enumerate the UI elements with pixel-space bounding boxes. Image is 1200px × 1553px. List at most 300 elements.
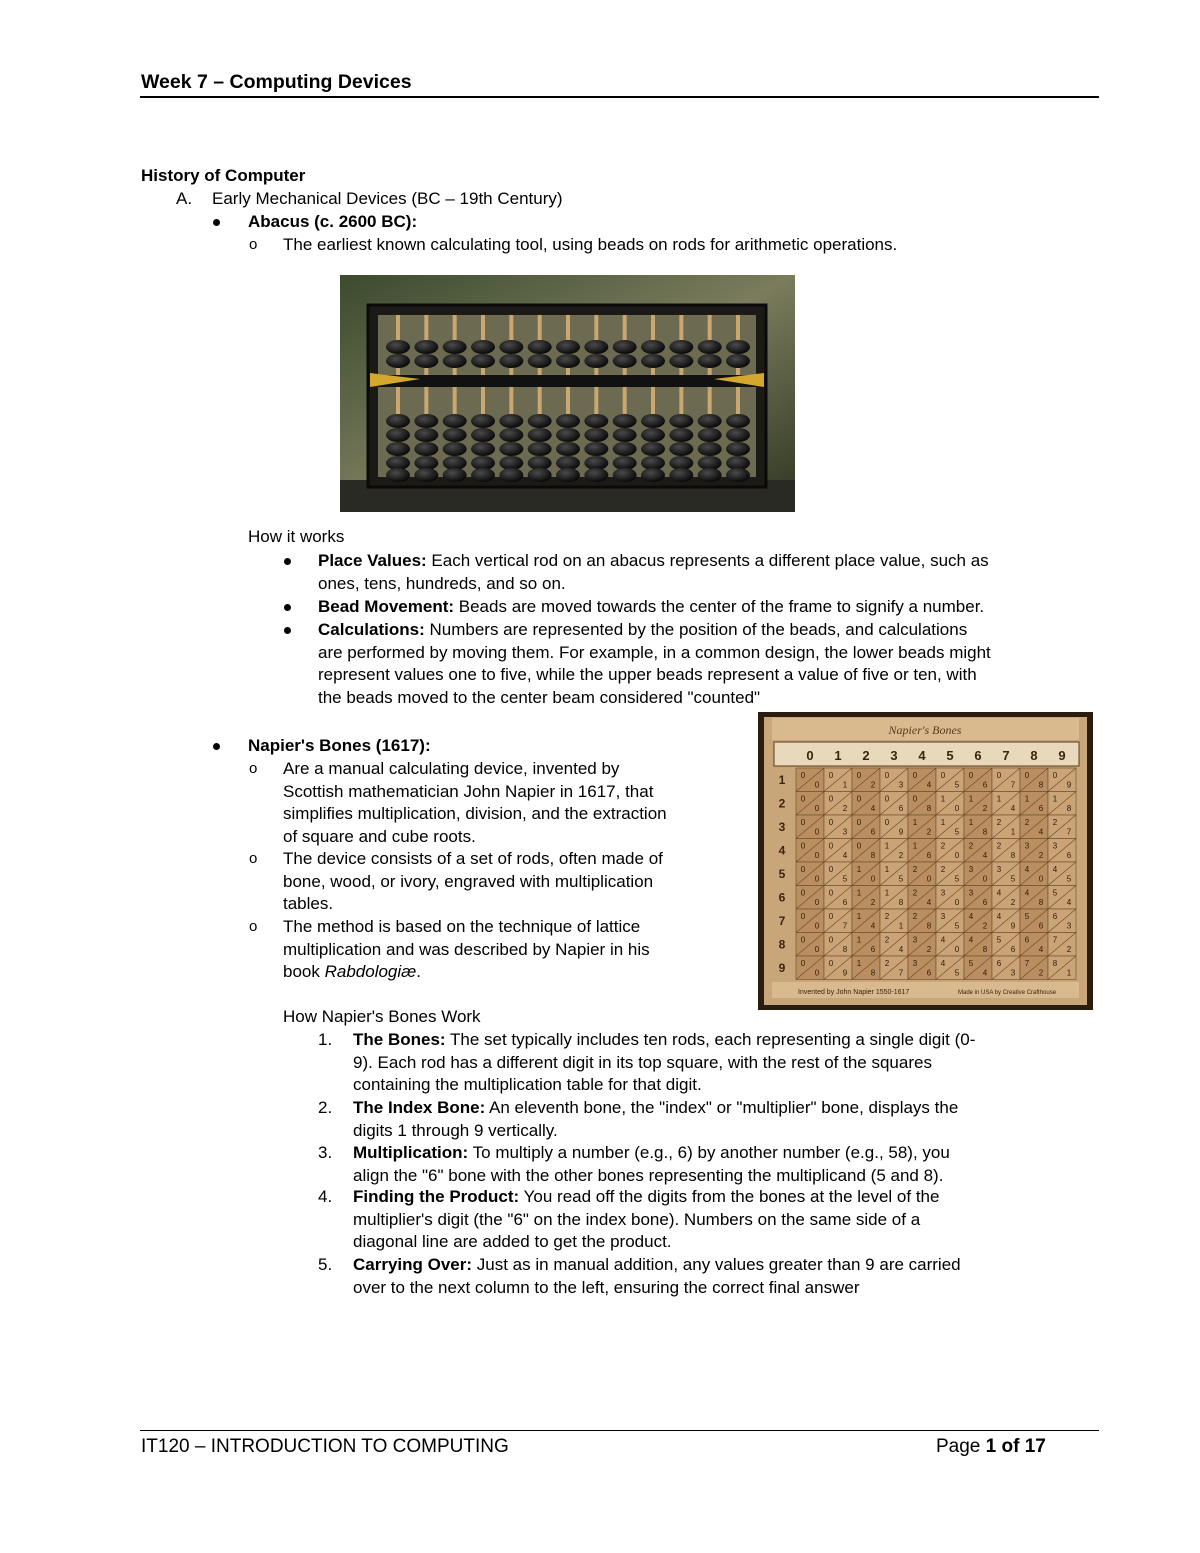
lattice-digit: 8 [898, 898, 904, 907]
abacus-bead [613, 414, 637, 428]
abacus-bead [386, 354, 410, 368]
lattice-digit: 1 [884, 841, 890, 851]
step-text: The set typically includes ten rods, each representing a single digit (0- [449, 1030, 976, 1049]
section-title: History of Computer [141, 166, 306, 185]
abacus-bead [726, 456, 750, 470]
abacus-item-bead-movement [318, 596, 984, 619]
lattice-digit: 2 [940, 841, 946, 851]
abacus-bead [698, 428, 722, 442]
lattice-digit: 5 [954, 874, 960, 884]
abacus-bead [641, 340, 665, 354]
lattice-digit: 0 [814, 898, 820, 907]
abacus-bead [499, 442, 523, 456]
abacus-bead [669, 414, 693, 428]
lattice-digit: 0 [828, 771, 834, 780]
lattice-digit: 7 [1066, 827, 1072, 837]
lattice-digit: 1 [940, 818, 946, 827]
lattice-digit: 1 [884, 865, 890, 874]
point-text: Scottish mathematician John Napier in 1617, that [283, 781, 654, 801]
lattice-digit: 0 [1024, 771, 1030, 780]
lattice-digit: 1 [996, 794, 1002, 804]
index-bone-digit: 7 [778, 914, 786, 928]
point-text: The device consists of a set of rods, often made of [283, 849, 663, 868]
abacus-bead [499, 468, 523, 482]
lattice-digit: 3 [1052, 841, 1058, 851]
abacus-bead [698, 354, 722, 368]
abacus-bead [726, 354, 750, 368]
lattice-digit: 0 [800, 935, 806, 945]
lattice-digit: 2 [1024, 818, 1030, 827]
abacus-bead [386, 442, 410, 456]
bone-top-digit: 4 [918, 748, 926, 763]
lattice-digit: 2 [912, 888, 918, 898]
lattice-digit: 5 [954, 921, 960, 931]
lattice-digit: 1 [1010, 827, 1016, 837]
lattice-digit: 0 [926, 874, 932, 884]
lattice-digit: 1 [856, 865, 862, 874]
abacus-bead [528, 442, 552, 456]
item-label: Bead Movement: [318, 597, 455, 616]
lattice-digit: 0 [828, 794, 834, 804]
lattice-digit: 4 [968, 912, 974, 921]
napier-point [283, 916, 650, 984]
subsection-title: Early Mechanical Devices (BC – 19th Century) [212, 189, 563, 208]
bone-top-digit: 7 [1002, 748, 1010, 763]
abacus-bead [726, 340, 750, 354]
footer-page-number [936, 1436, 1046, 1458]
abacus-how-title: How it works [248, 527, 345, 546]
lattice-digit: 6 [1010, 945, 1016, 954]
abacus-bead [613, 340, 637, 354]
lattice-digit: 2 [940, 865, 946, 874]
napier-heading: Napier's Bones (1617): [248, 736, 431, 755]
lattice-digit: 5 [968, 959, 974, 968]
board-footer-left: Invented by John Napier 1550-1617 [798, 989, 910, 996]
lattice-digit: 0 [814, 874, 820, 884]
abacus-bead [414, 456, 438, 470]
abacus-bead [528, 414, 552, 428]
napier-step [353, 1029, 975, 1097]
abacus-bead [443, 340, 467, 354]
lattice-digit: 0 [884, 818, 890, 827]
abacus-bead [698, 468, 722, 482]
index-bone-digit: 4 [778, 843, 786, 858]
page-header-title: Week 7 – Computing Devices [141, 71, 412, 93]
bone-top-digit: 2 [862, 748, 870, 763]
lattice-digit: 0 [828, 959, 834, 968]
abacus-bead [584, 428, 608, 442]
lattice-digit: 1 [856, 888, 862, 898]
lattice-digit: 7 [898, 968, 904, 978]
lattice-digit: 0 [814, 968, 820, 978]
step-text: To multiply a number (e.g., 6) by another number (e.g., 58), you [472, 1143, 950, 1162]
abacus-bead [386, 428, 410, 442]
lattice-digit: 5 [954, 968, 960, 978]
abacus-bead [386, 414, 410, 428]
page-total: 17 [1024, 1436, 1046, 1457]
bullet-icon [284, 627, 291, 634]
lattice-digit: 4 [968, 935, 974, 945]
item-text: are performed by moving them. For example, in a common design, the lower beads might [318, 642, 991, 662]
lattice-digit: 1 [940, 794, 946, 804]
abacus-bead [528, 354, 552, 368]
abacus-bead [414, 340, 438, 354]
abacus-bead [471, 468, 495, 482]
abacus-bead [641, 468, 665, 482]
lattice-digit: 2 [982, 921, 988, 931]
abacus-bead [499, 428, 523, 442]
abacus-bead [669, 468, 693, 482]
abacus-bead [556, 468, 580, 482]
step-number: 5. [318, 1255, 333, 1274]
abacus-bead [528, 340, 552, 354]
abacus-bead [613, 354, 637, 368]
lattice-digit: 3 [1010, 968, 1016, 978]
circle-bullet-icon: o [249, 850, 258, 867]
abacus-bead [414, 414, 438, 428]
abacus-illustration [340, 275, 795, 512]
lattice-digit: 0 [912, 771, 918, 780]
abacus-bead [584, 414, 608, 428]
lattice-digit: 0 [912, 794, 918, 804]
abacus-bead [443, 354, 467, 368]
lattice-digit: 2 [1066, 945, 1072, 954]
lattice-digit: 0 [870, 874, 876, 884]
step-label: The Bones: [353, 1030, 446, 1049]
circle-bullet-icon: o [249, 236, 258, 253]
lattice-digit: 1 [1052, 794, 1058, 804]
abacus-bead [726, 414, 750, 428]
lattice-digit: 3 [996, 865, 1002, 874]
lattice-digit: 0 [982, 874, 988, 884]
lattice-digit: 5 [1052, 888, 1058, 898]
napier-point [283, 758, 667, 848]
lattice-digit: 2 [1010, 898, 1016, 907]
lattice-digit: 3 [1024, 841, 1030, 851]
abacus-bead [698, 456, 722, 470]
lattice-digit: 6 [996, 959, 1002, 968]
lattice-digit: 0 [800, 959, 806, 968]
page-current: 1 [985, 1436, 997, 1457]
lattice-digit: 1 [884, 888, 890, 898]
abacus-bead [499, 414, 523, 428]
lattice-digit: 2 [842, 804, 848, 813]
abacus-bead [414, 428, 438, 442]
lattice-digit: 1 [842, 780, 848, 790]
lattice-digit: 6 [842, 898, 848, 907]
step-text: Just as in manual addition, any values greater than 9 are carried [476, 1255, 961, 1274]
lattice-digit: 6 [870, 945, 876, 954]
lattice-digit: 2 [884, 959, 890, 968]
abacus-bead [471, 414, 495, 428]
abacus-bead [443, 428, 467, 442]
lattice-digit: 0 [800, 912, 806, 921]
abacus-bead [471, 354, 495, 368]
lattice-digit: 7 [1024, 959, 1030, 968]
lattice-digit: 4 [996, 888, 1002, 898]
abacus-bead [584, 468, 608, 482]
lattice-digit: 4 [842, 851, 848, 860]
abacus-bead [641, 428, 665, 442]
abacus-bead [528, 468, 552, 482]
abacus-bead [641, 456, 665, 470]
abacus-bead [613, 428, 637, 442]
abacus-bead [641, 414, 665, 428]
item-label: Calculations: [318, 620, 425, 639]
lattice-digit: 9 [1010, 921, 1016, 931]
point-text: of square and cube roots. [283, 826, 476, 846]
lattice-digit: 9 [898, 827, 904, 837]
lattice-digit: 7 [1010, 780, 1016, 790]
index-bone-digit: 5 [778, 867, 786, 881]
lattice-digit: 2 [996, 841, 1002, 851]
lattice-digit: 2 [982, 804, 988, 813]
step-text: digits 1 through 9 vertically. [353, 1120, 558, 1140]
lattice-digit: 0 [828, 912, 834, 921]
lattice-digit: 0 [1038, 874, 1044, 884]
lattice-digit: 2 [870, 898, 876, 907]
lattice-digit: 5 [996, 935, 1002, 945]
lattice-digit: 6 [926, 968, 932, 978]
lattice-digit: 6 [1024, 935, 1030, 945]
lattice-digit: 0 [884, 794, 890, 804]
index-bone-digit: 2 [778, 796, 786, 811]
lattice-digit: 2 [996, 818, 1002, 827]
abacus-bead [584, 456, 608, 470]
lattice-digit: 8 [1066, 804, 1072, 813]
bone-top-digit: 5 [946, 748, 954, 763]
abacus-bead [443, 456, 467, 470]
lattice-digit: 0 [814, 851, 820, 860]
abacus-bead [499, 340, 523, 354]
lattice-digit: 8 [926, 804, 932, 813]
point-text: bone, wood, or ivory, engraved with multiplication [283, 871, 654, 891]
lattice-digit: 4 [1052, 865, 1058, 874]
napier-step [353, 1186, 939, 1254]
bone-top-digit: 1 [834, 748, 842, 763]
lattice-digit: 6 [1052, 912, 1058, 921]
lattice-digit: 2 [884, 912, 890, 921]
lattice-digit: 8 [1052, 959, 1058, 968]
lattice-digit: 0 [996, 771, 1002, 780]
book-title: Rabdologiæ [324, 962, 417, 981]
index-bone-digit: 3 [778, 820, 786, 834]
abacus-bead [669, 428, 693, 442]
lattice-digit: 3 [968, 888, 974, 898]
footer-divider [140, 1430, 1099, 1431]
lattice-digit: 9 [1066, 780, 1072, 790]
step-number: 4. [318, 1187, 333, 1206]
item-text: Numbers are represented by the position of the beads, and calculations [429, 620, 968, 639]
book-prefix: book [283, 962, 320, 981]
index-bone-digit: 6 [778, 890, 786, 905]
abacus-bead [726, 428, 750, 442]
lattice-digit: 4 [926, 898, 932, 907]
lattice-digit: 0 [814, 804, 820, 813]
index-bone-digit: 9 [778, 961, 786, 975]
lattice-digit: 2 [1038, 968, 1044, 978]
lattice-digit: 4 [1038, 945, 1044, 954]
abacus-bead [556, 340, 580, 354]
page-of: of [1001, 1436, 1020, 1457]
lattice-digit: 5 [842, 874, 848, 884]
lattice-digit: 1 [968, 818, 974, 827]
lattice-digit: 0 [800, 841, 806, 851]
step-label: The Index Bone: [353, 1098, 486, 1117]
lattice-digit: 0 [828, 935, 834, 945]
item-text: Each vertical rod on an abacus represents a different place value, such as [431, 551, 989, 570]
step-text: align the "6" bone with the other bones representing the multiplicand (5 and 8). [353, 1165, 944, 1185]
abacus-bead [443, 442, 467, 456]
abacus-bead [641, 442, 665, 456]
lattice-digit: 1 [912, 818, 918, 827]
lattice-digit: 8 [870, 851, 876, 860]
abacus-bead [669, 442, 693, 456]
item-label: Place Values: [318, 551, 427, 570]
lattice-digit: 0 [800, 865, 806, 874]
step-text: An eleventh bone, the "index" or "multiplier" bone, displays the [489, 1098, 959, 1117]
lattice-digit: 2 [926, 827, 932, 837]
index-bone-digit: 1 [778, 773, 786, 787]
lattice-digit: 6 [982, 898, 988, 907]
lattice-digit: 3 [898, 780, 904, 790]
bone-top-digit: 3 [890, 748, 898, 763]
point-text: Are a manual calculating device, invented by [283, 759, 620, 778]
abacus-bead [471, 442, 495, 456]
lattice-digit: 0 [968, 771, 974, 780]
lattice-digit: 6 [982, 780, 988, 790]
lattice-digit: 4 [1024, 888, 1030, 898]
lattice-digit: 2 [912, 912, 918, 921]
lattice-digit: 0 [828, 841, 834, 851]
bone-top-digit: 8 [1030, 748, 1038, 763]
abacus-bead [386, 456, 410, 470]
lattice-digit: 5 [1024, 912, 1030, 921]
abacus-bead [414, 442, 438, 456]
abacus-heading: Abacus (c. 2600 BC): [248, 212, 418, 231]
lattice-digit: 1 [856, 959, 862, 968]
abacus-item-place-values [318, 550, 989, 595]
lattice-digit: 1 [968, 794, 974, 804]
point-text: tables. [283, 894, 334, 913]
lattice-digit: 4 [1024, 865, 1030, 874]
step-label: Finding the Product: [353, 1187, 520, 1206]
item-text: ones, tens, hundreds, and so on. [318, 573, 566, 593]
abacus-bead [499, 354, 523, 368]
circle-bullet-icon: o [249, 918, 258, 935]
lattice-digit: 6 [898, 804, 904, 813]
abacus-bead [669, 340, 693, 354]
abacus-description: The earliest known calculating tool, using beads on rods for arithmetic operations. [283, 235, 898, 254]
napiers-bones-image [758, 712, 1093, 1010]
bullet-icon [284, 604, 291, 611]
lattice-digit: 8 [982, 945, 988, 954]
circle-bullet-icon: o [249, 760, 258, 777]
abacus-bead [556, 442, 580, 456]
lattice-digit: 0 [954, 945, 960, 954]
point-text: The method is based on the technique of lattice [283, 917, 641, 936]
lattice-digit: 4 [870, 921, 876, 931]
lattice-digit: 4 [870, 804, 876, 813]
lattice-digit: 5 [954, 780, 960, 790]
lattice-digit: 0 [800, 771, 806, 780]
lattice-digit: 6 [870, 827, 876, 837]
abacus-item-calculations [318, 619, 991, 709]
lattice-digit: 3 [912, 959, 918, 968]
abacus-bead [443, 414, 467, 428]
lattice-digit: 6 [1038, 921, 1044, 931]
step-text: multiplier's digit (the "6" on the index bone). Numbers on the same side of a [353, 1209, 921, 1229]
lattice-digit: 2 [870, 780, 876, 790]
lattice-digit: 0 [884, 771, 890, 780]
lattice-digit: 1 [898, 921, 904, 931]
lattice-digit: 0 [800, 818, 806, 827]
abacus-bead [726, 442, 750, 456]
lattice-digit: 8 [926, 921, 932, 931]
step-number: 2. [318, 1098, 333, 1117]
footer-course: IT120 – INTRODUCTION TO COMPUTING [141, 1436, 509, 1457]
abacus-bead [556, 428, 580, 442]
lattice-digit: 3 [968, 865, 974, 874]
point-text: multiplication and was described by Napier in his [283, 939, 650, 959]
lattice-digit: 0 [828, 865, 834, 874]
abacus-bead [471, 456, 495, 470]
abacus-bead [669, 456, 693, 470]
abacus-bead [443, 468, 467, 482]
abacus-bead [726, 468, 750, 482]
lattice-digit: 2 [912, 865, 918, 874]
lattice-digit: 1 [1024, 794, 1030, 804]
abacus-bead [471, 340, 495, 354]
lattice-digit: 2 [884, 935, 890, 945]
lattice-digit: 8 [870, 968, 876, 978]
step-label: Carrying Over: [353, 1255, 473, 1274]
step-text: containing the multiplication table for that digit. [353, 1075, 702, 1094]
abacus-bead [556, 414, 580, 428]
lattice-digit: 8 [1038, 898, 1044, 907]
lattice-digit: 1 [912, 841, 918, 851]
lattice-digit: 3 [842, 827, 848, 837]
abacus-bead [641, 354, 665, 368]
lattice-digit: 0 [856, 771, 862, 780]
point-text: simplifies multiplication, division, and the extraction [283, 804, 667, 823]
lattice-digit: 4 [940, 959, 946, 968]
lattice-digit: 0 [814, 780, 820, 790]
lattice-digit: 8 [842, 945, 848, 954]
lattice-digit: 2 [1052, 818, 1058, 827]
lattice-digit: 0 [800, 888, 806, 898]
abacus-bead [613, 442, 637, 456]
lattice-digit: 2 [898, 851, 904, 860]
abacus-bead [613, 468, 637, 482]
lattice-digit: 5 [1066, 874, 1072, 884]
board-title: Napier's Bones [888, 723, 962, 737]
abacus-bead [584, 442, 608, 456]
item-text: the beads moved to the center beam considered "counted" [318, 687, 761, 707]
abacus-bead [584, 340, 608, 354]
step-number: 1. [318, 1030, 333, 1049]
napier-how-title: How Napier's Bones Work [283, 1007, 481, 1026]
abacus-bead [613, 456, 637, 470]
lattice-digit: 0 [814, 827, 820, 837]
subsection-marker: A. [176, 189, 193, 208]
lattice-digit: 0 [856, 841, 862, 851]
napiers-bones-illustration [758, 712, 1093, 1010]
abacus-bead [698, 442, 722, 456]
abacus-bead [584, 354, 608, 368]
lattice-digit: 0 [856, 794, 862, 804]
abacus-bead [528, 456, 552, 470]
